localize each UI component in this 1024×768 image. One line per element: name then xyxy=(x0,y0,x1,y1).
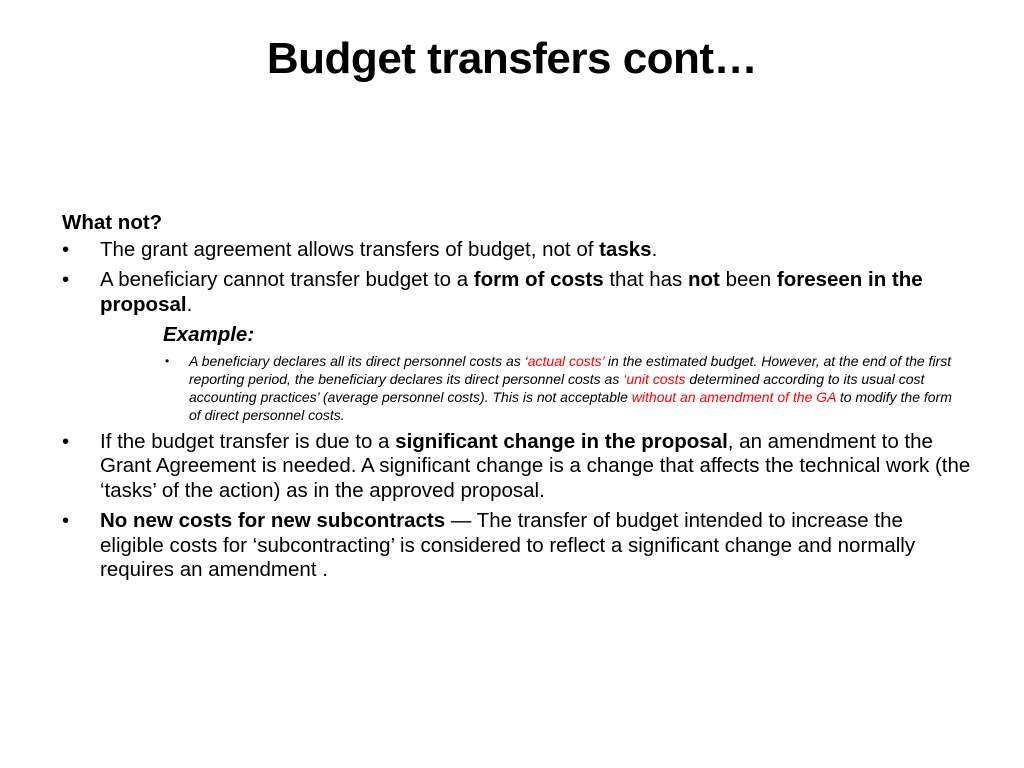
bullet-tasks xyxy=(62,238,972,263)
highlight-text: without an amendment of the GA xyxy=(631,388,836,405)
bullet-significant-change xyxy=(62,430,972,504)
bullet-text: The grant agreement allows transfers of budget, not of xyxy=(100,237,600,261)
bullet-dot: • xyxy=(165,353,170,368)
bullet-text: — The transfer of budget intended to increase the eligible costs for ‘subcontracting’ is considered to reflect a significant change and normally requires an amendment . xyxy=(100,509,916,581)
example-text: in the estimated budget. However, at the end of the first reporting period, the beneficiary declares its direct personnel costs as xyxy=(189,352,952,387)
example-text: to modify the form of direct personnel costs. xyxy=(189,388,952,423)
bullet-dot: • xyxy=(62,429,70,453)
bold-text: No new costs for new subcontracts xyxy=(100,509,446,532)
bold-text: significant change in the proposal xyxy=(395,429,728,453)
bullet-subcontracts xyxy=(62,509,972,583)
bullet-text: . xyxy=(651,237,658,261)
bold-text: form of costs xyxy=(473,268,604,291)
bullet-dot: • xyxy=(62,268,70,291)
bullet-text: A beneficiary cannot transfer budget to a xyxy=(100,268,474,291)
example-block xyxy=(62,323,972,424)
highlight-text: ‘unit costs xyxy=(623,370,686,387)
bold-text: foreseen in the proposal xyxy=(100,268,923,316)
highlight-text: actual costs’ xyxy=(527,352,605,369)
slide-body xyxy=(62,211,972,589)
bullet-dot: • xyxy=(62,237,70,261)
bullet-text: If the budget transfer is due to a xyxy=(100,429,396,453)
section-heading: What not? xyxy=(62,211,163,234)
bold-text: not xyxy=(688,268,720,291)
bullet-text: . xyxy=(186,292,193,316)
bullet-text: been xyxy=(719,268,777,291)
example-text: determined according to its usual cost accounting practices’ (average personnel costs). This is not acceptable xyxy=(189,370,925,405)
bullet-text: that has xyxy=(603,268,688,291)
example-label: Example: xyxy=(163,323,255,346)
bold-text: tasks xyxy=(599,237,652,261)
bullet-dot: • xyxy=(62,509,70,532)
example-text: A beneficiary declares all its direct personnel costs as ‘ xyxy=(189,352,528,369)
example-sub-bullet xyxy=(163,352,959,424)
slide-title: Budget transfers cont… xyxy=(266,34,758,83)
bullet-form-of-costs xyxy=(62,268,972,317)
bullet-text: , an amendment to the Grant Agreement is needed. A significant change is a change that affects the technical work (the ‘tasks’ of the action) as in the approved proposal. xyxy=(100,429,971,502)
